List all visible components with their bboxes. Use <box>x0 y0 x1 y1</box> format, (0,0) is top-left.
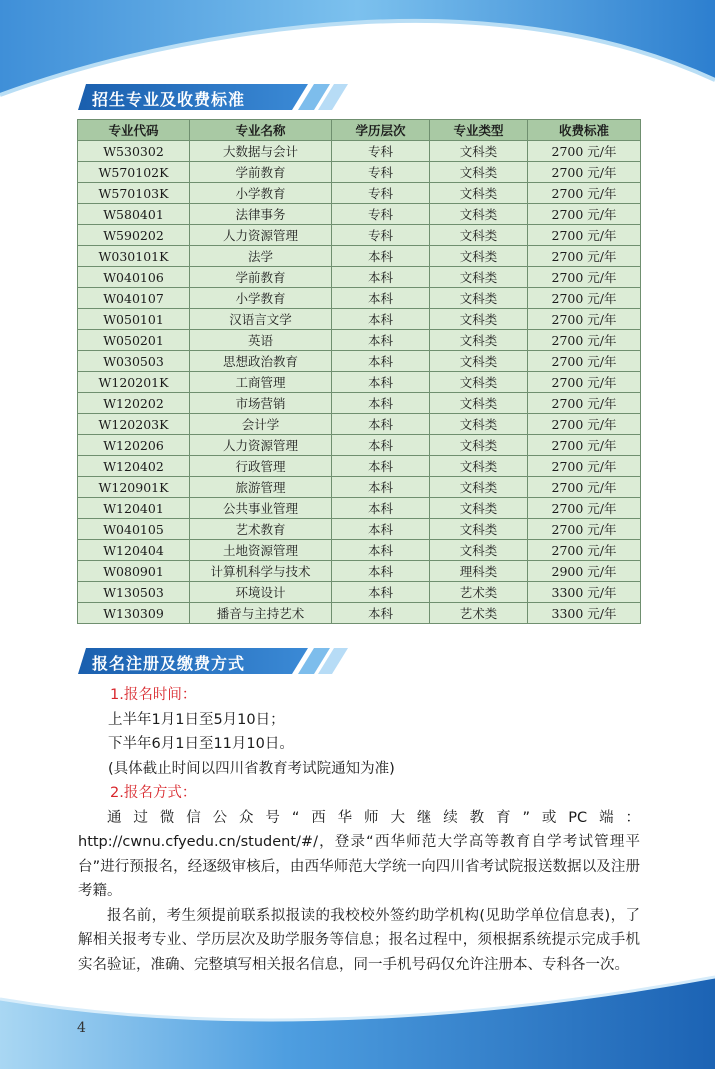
table-row <box>78 477 641 498</box>
cell-education-level: 本科 <box>332 309 430 330</box>
time-line-first-half: 上半年1月1日至5月10日； <box>108 711 285 728</box>
table-row <box>78 519 641 540</box>
cell-major-type: 文科类 <box>430 162 528 183</box>
cell-major-name: 土地资源管理 <box>190 540 332 561</box>
cell-major-name: 会计学 <box>190 414 332 435</box>
cell-major-type: 文科类 <box>430 330 528 351</box>
cell-fee: 2700 元/年 <box>528 162 641 183</box>
cell-fee: 2700 元/年 <box>528 498 641 519</box>
table-row <box>78 456 641 477</box>
cell-major-type: 文科类 <box>430 477 528 498</box>
cell-fee: 2700 元/年 <box>528 288 641 309</box>
time-line-note: (具体截止时间以四川省教育考试院通知为准) <box>108 760 395 777</box>
cell-fee: 3300 元/年 <box>528 582 641 603</box>
cell-education-level: 专科 <box>332 204 430 225</box>
cell-major-type: 文科类 <box>430 456 528 477</box>
cell-major-code: W120401 <box>78 498 190 519</box>
cell-education-level: 本科 <box>332 498 430 519</box>
table-row <box>78 372 641 393</box>
cell-education-level: 本科 <box>332 330 430 351</box>
cell-major-code: W570102K <box>78 162 190 183</box>
cell-major-name: 公共事业管理 <box>190 498 332 519</box>
cell-major-code: W130309 <box>78 603 190 624</box>
cell-major-name: 环境设计 <box>190 582 332 603</box>
time-heading: 1.报名时间： <box>110 687 197 703</box>
page-number: 4 <box>77 1020 86 1036</box>
cell-fee: 2900 元/年 <box>528 561 641 582</box>
table-row <box>78 309 641 330</box>
cell-education-level: 本科 <box>332 519 430 540</box>
cell-fee: 2700 元/年 <box>528 246 641 267</box>
cell-major-type: 文科类 <box>430 246 528 267</box>
cell-fee: 3300 元/年 <box>528 603 641 624</box>
cell-major-type: 文科类 <box>430 141 528 162</box>
cell-major-type: 文科类 <box>430 498 528 519</box>
cell-major-code: W130503 <box>78 582 190 603</box>
cell-major-code: W120202 <box>78 393 190 414</box>
cell-education-level: 本科 <box>332 288 430 309</box>
header-major-code: 专业代码 <box>78 120 190 141</box>
cell-fee: 2700 元/年 <box>528 477 641 498</box>
cell-fee: 2700 元/年 <box>528 414 641 435</box>
cell-education-level: 本科 <box>332 603 430 624</box>
cell-major-name: 法学 <box>190 246 332 267</box>
method-heading: 2.报名方式： <box>110 785 197 801</box>
cell-major-type: 文科类 <box>430 351 528 372</box>
cell-major-code: W530302 <box>78 141 190 162</box>
cell-fee: 2700 元/年 <box>528 519 641 540</box>
cell-major-code: W120201K <box>78 372 190 393</box>
cell-major-type: 文科类 <box>430 309 528 330</box>
table-row <box>78 225 641 246</box>
cell-major-name: 小学教育 <box>190 183 332 204</box>
header-fee: 收费标准 <box>528 120 641 141</box>
cell-fee: 2700 元/年 <box>528 267 641 288</box>
table-row <box>78 183 641 204</box>
table-row <box>78 162 641 183</box>
cell-major-name: 旅游管理 <box>190 477 332 498</box>
cell-major-code: W590202 <box>78 225 190 246</box>
table-row <box>78 582 641 603</box>
section-title: 报名注册及缴费方式 <box>92 654 246 673</box>
table-row <box>78 393 641 414</box>
table-row <box>78 288 641 309</box>
cell-major-type: 艺术类 <box>430 582 528 603</box>
cell-education-level: 本科 <box>332 435 430 456</box>
cell-education-level: 专科 <box>332 225 430 246</box>
header-major-type: 专业类型 <box>430 120 528 141</box>
table-row <box>78 204 641 225</box>
table-row <box>78 267 641 288</box>
cell-major-name: 计算机科学与技术 <box>190 561 332 582</box>
cell-major-type: 文科类 <box>430 204 528 225</box>
cell-major-name: 思想政治教育 <box>190 351 332 372</box>
table-row <box>78 540 641 561</box>
cell-education-level: 本科 <box>332 561 430 582</box>
method-paragraph: 通过微信公众号“西华师大继续教育”或PC端：http://cwnu.cfyedu.cn/student/#/，登录“西华师范大学高等教育自学考试管理平台”进行预报名，经逐级审核后，由西华师范大学统一向四川省考试院报送数据以及注册考籍。 <box>78 809 640 899</box>
section-banner-enrollment <box>78 84 348 110</box>
cell-major-type: 文科类 <box>430 414 528 435</box>
cell-fee: 2700 元/年 <box>528 204 641 225</box>
cell-fee: 2700 元/年 <box>528 183 641 204</box>
cell-major-type: 文科类 <box>430 225 528 246</box>
cell-major-code: W050101 <box>78 309 190 330</box>
cell-major-code: W120404 <box>78 540 190 561</box>
cell-major-name: 播音与主持艺术 <box>190 603 332 624</box>
cell-fee: 2700 元/年 <box>528 435 641 456</box>
cell-major-type: 文科类 <box>430 435 528 456</box>
cell-major-code: W050201 <box>78 330 190 351</box>
cell-major-name: 人力资源管理 <box>190 225 332 246</box>
cell-fee: 2700 元/年 <box>528 540 641 561</box>
table-row <box>78 246 641 267</box>
table-row <box>78 435 641 456</box>
cell-major-name: 艺术教育 <box>190 519 332 540</box>
cell-education-level: 本科 <box>332 540 430 561</box>
cell-major-name: 法律事务 <box>190 204 332 225</box>
cell-major-name: 市场营销 <box>190 393 332 414</box>
cell-education-level: 本科 <box>332 267 430 288</box>
table-row <box>78 351 641 372</box>
cell-major-code: W120901K <box>78 477 190 498</box>
cell-major-code: W120206 <box>78 435 190 456</box>
cell-fee: 2700 元/年 <box>528 330 641 351</box>
cell-major-code: W040107 <box>78 288 190 309</box>
cell-education-level: 专科 <box>332 162 430 183</box>
time-line-second-half: 下半年6月1日至11月10日。 <box>108 736 294 752</box>
cell-major-name: 学前教育 <box>190 267 332 288</box>
cell-education-level: 本科 <box>332 456 430 477</box>
fee-table <box>77 119 641 624</box>
cell-major-code: W120402 <box>78 456 190 477</box>
cell-major-code: W580401 <box>78 204 190 225</box>
cell-fee: 2700 元/年 <box>528 351 641 372</box>
cell-fee: 2700 元/年 <box>528 456 641 477</box>
table-row <box>78 330 641 351</box>
cell-education-level: 本科 <box>332 246 430 267</box>
table-header-row <box>78 120 641 141</box>
table-body <box>78 141 641 624</box>
cell-fee: 2700 元/年 <box>528 225 641 246</box>
table-row <box>78 498 641 519</box>
table-row <box>78 414 641 435</box>
cell-major-code: W030503 <box>78 351 190 372</box>
cell-major-name: 汉语言文学 <box>190 309 332 330</box>
cell-major-code: W120203K <box>78 414 190 435</box>
cell-education-level: 本科 <box>332 582 430 603</box>
cell-education-level: 专科 <box>332 183 430 204</box>
cell-major-name: 行政管理 <box>190 456 332 477</box>
cell-major-code: W040105 <box>78 519 190 540</box>
notice-paragraph: 报名前，考生须提前联系拟报读的我校校外签约助学机构(见助学单位信息表)，了解相关报考专业、学历层次及助学服务等信息；报名过程中，须根据系统提示完成手机实名验证，准确、完整填写相关报名信息，同一手机号码仅允许注册本、专科各一次。 <box>78 907 640 973</box>
registration-content <box>78 683 640 977</box>
cell-major-name: 大数据与会计 <box>190 141 332 162</box>
table-row <box>78 141 641 162</box>
cell-major-type: 文科类 <box>430 393 528 414</box>
cell-fee: 2700 元/年 <box>528 309 641 330</box>
header-education-level: 学历层次 <box>332 120 430 141</box>
cell-major-name: 工商管理 <box>190 372 332 393</box>
cell-major-code: W570103K <box>78 183 190 204</box>
cell-fee: 2700 元/年 <box>528 141 641 162</box>
cell-major-type: 文科类 <box>430 540 528 561</box>
cell-major-name: 人力资源管理 <box>190 435 332 456</box>
cell-fee: 2700 元/年 <box>528 372 641 393</box>
cell-major-type: 文科类 <box>430 288 528 309</box>
cell-fee: 2700 元/年 <box>528 393 641 414</box>
cell-major-name: 小学教育 <box>190 288 332 309</box>
cell-education-level: 专科 <box>332 141 430 162</box>
cell-major-code: W040106 <box>78 267 190 288</box>
section-title: 招生专业及收费标准 <box>92 90 246 109</box>
cell-major-type: 艺术类 <box>430 603 528 624</box>
cell-major-name: 学前教育 <box>190 162 332 183</box>
cell-major-type: 文科类 <box>430 519 528 540</box>
cell-major-type: 文科类 <box>430 372 528 393</box>
cell-major-code: W030101K <box>78 246 190 267</box>
cell-education-level: 本科 <box>332 477 430 498</box>
cell-major-type: 理科类 <box>430 561 528 582</box>
cell-education-level: 本科 <box>332 414 430 435</box>
cell-education-level: 本科 <box>332 372 430 393</box>
section-banner-registration <box>78 648 348 674</box>
cell-major-code: W080901 <box>78 561 190 582</box>
table-row <box>78 603 641 624</box>
table-row <box>78 561 641 582</box>
header-major-name: 专业名称 <box>190 120 332 141</box>
cell-education-level: 本科 <box>332 393 430 414</box>
cell-major-name: 英语 <box>190 330 332 351</box>
cell-major-type: 文科类 <box>430 267 528 288</box>
cell-major-type: 文科类 <box>430 183 528 204</box>
cell-education-level: 本科 <box>332 351 430 372</box>
